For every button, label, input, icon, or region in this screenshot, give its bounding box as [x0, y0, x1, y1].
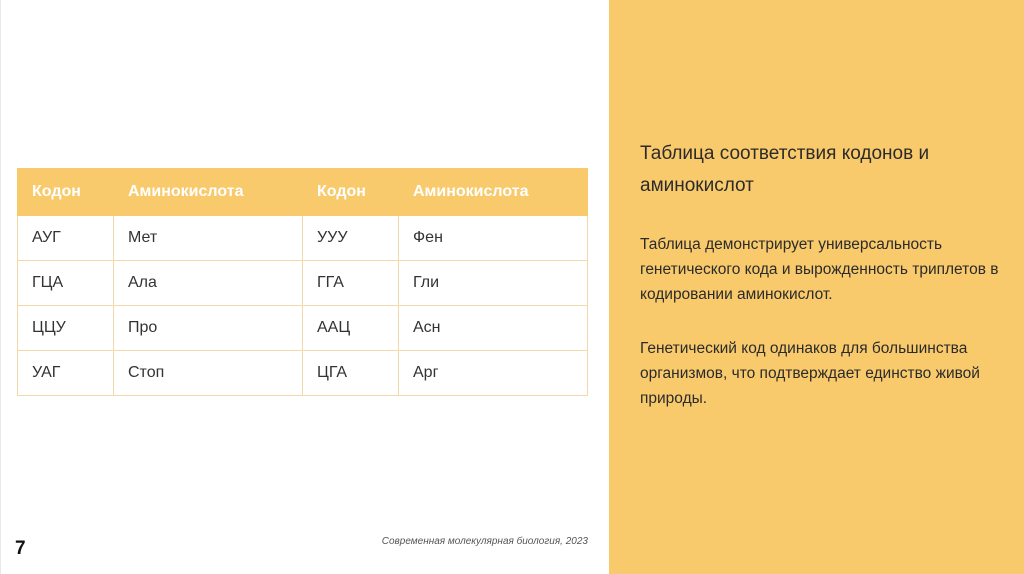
- table-cell: Про: [114, 306, 303, 351]
- header-amino-acid-1: Аминокислота: [114, 169, 303, 216]
- table-cell: УАГ: [18, 351, 114, 396]
- page-number: 7: [15, 538, 26, 559]
- header-codon-1: Кодон: [18, 169, 114, 216]
- panel-title: Таблица соответствия кодонов и аминокислот: [640, 143, 930, 196]
- table-row: [18, 216, 588, 261]
- table-cell: Стоп: [114, 351, 303, 396]
- table-cell: ЦГА: [303, 351, 399, 396]
- header-codon-2: Кодон: [303, 169, 399, 216]
- info-panel: [609, 0, 1024, 574]
- table-header-row: [18, 169, 588, 216]
- table-cell: Асн: [399, 306, 588, 351]
- table-row: [18, 261, 588, 306]
- table-cell: ААЦ: [303, 306, 399, 351]
- panel-paragraph-2: Генетический код одинаков для большинства организмов, что подтверждает единство живой природы.: [640, 340, 980, 407]
- footer-source: Современная молекулярная биология, 2023: [381, 536, 588, 547]
- slide-left-border: [0, 0, 1, 574]
- table-cell: УУУ: [303, 216, 399, 261]
- table-cell: Фен: [399, 216, 588, 261]
- table-cell: Ала: [114, 261, 303, 306]
- header-amino-acid-2: Аминокислота: [399, 169, 588, 216]
- table-cell: ГЦА: [18, 261, 114, 306]
- table-row: [18, 351, 588, 396]
- table-cell: ГГА: [303, 261, 399, 306]
- table-cell: АУГ: [18, 216, 114, 261]
- table-row: [18, 306, 588, 351]
- table-cell: Гли: [399, 261, 588, 306]
- panel-paragraph-1: Таблица демонстрирует универсальность генетического кода и вырожденность триплетов в кодировании аминокислот.: [640, 236, 999, 303]
- table-cell: Арг: [399, 351, 588, 396]
- table-cell: ЦЦУ: [18, 306, 114, 351]
- table-cell: Мет: [114, 216, 303, 261]
- codon-table: [17, 168, 588, 396]
